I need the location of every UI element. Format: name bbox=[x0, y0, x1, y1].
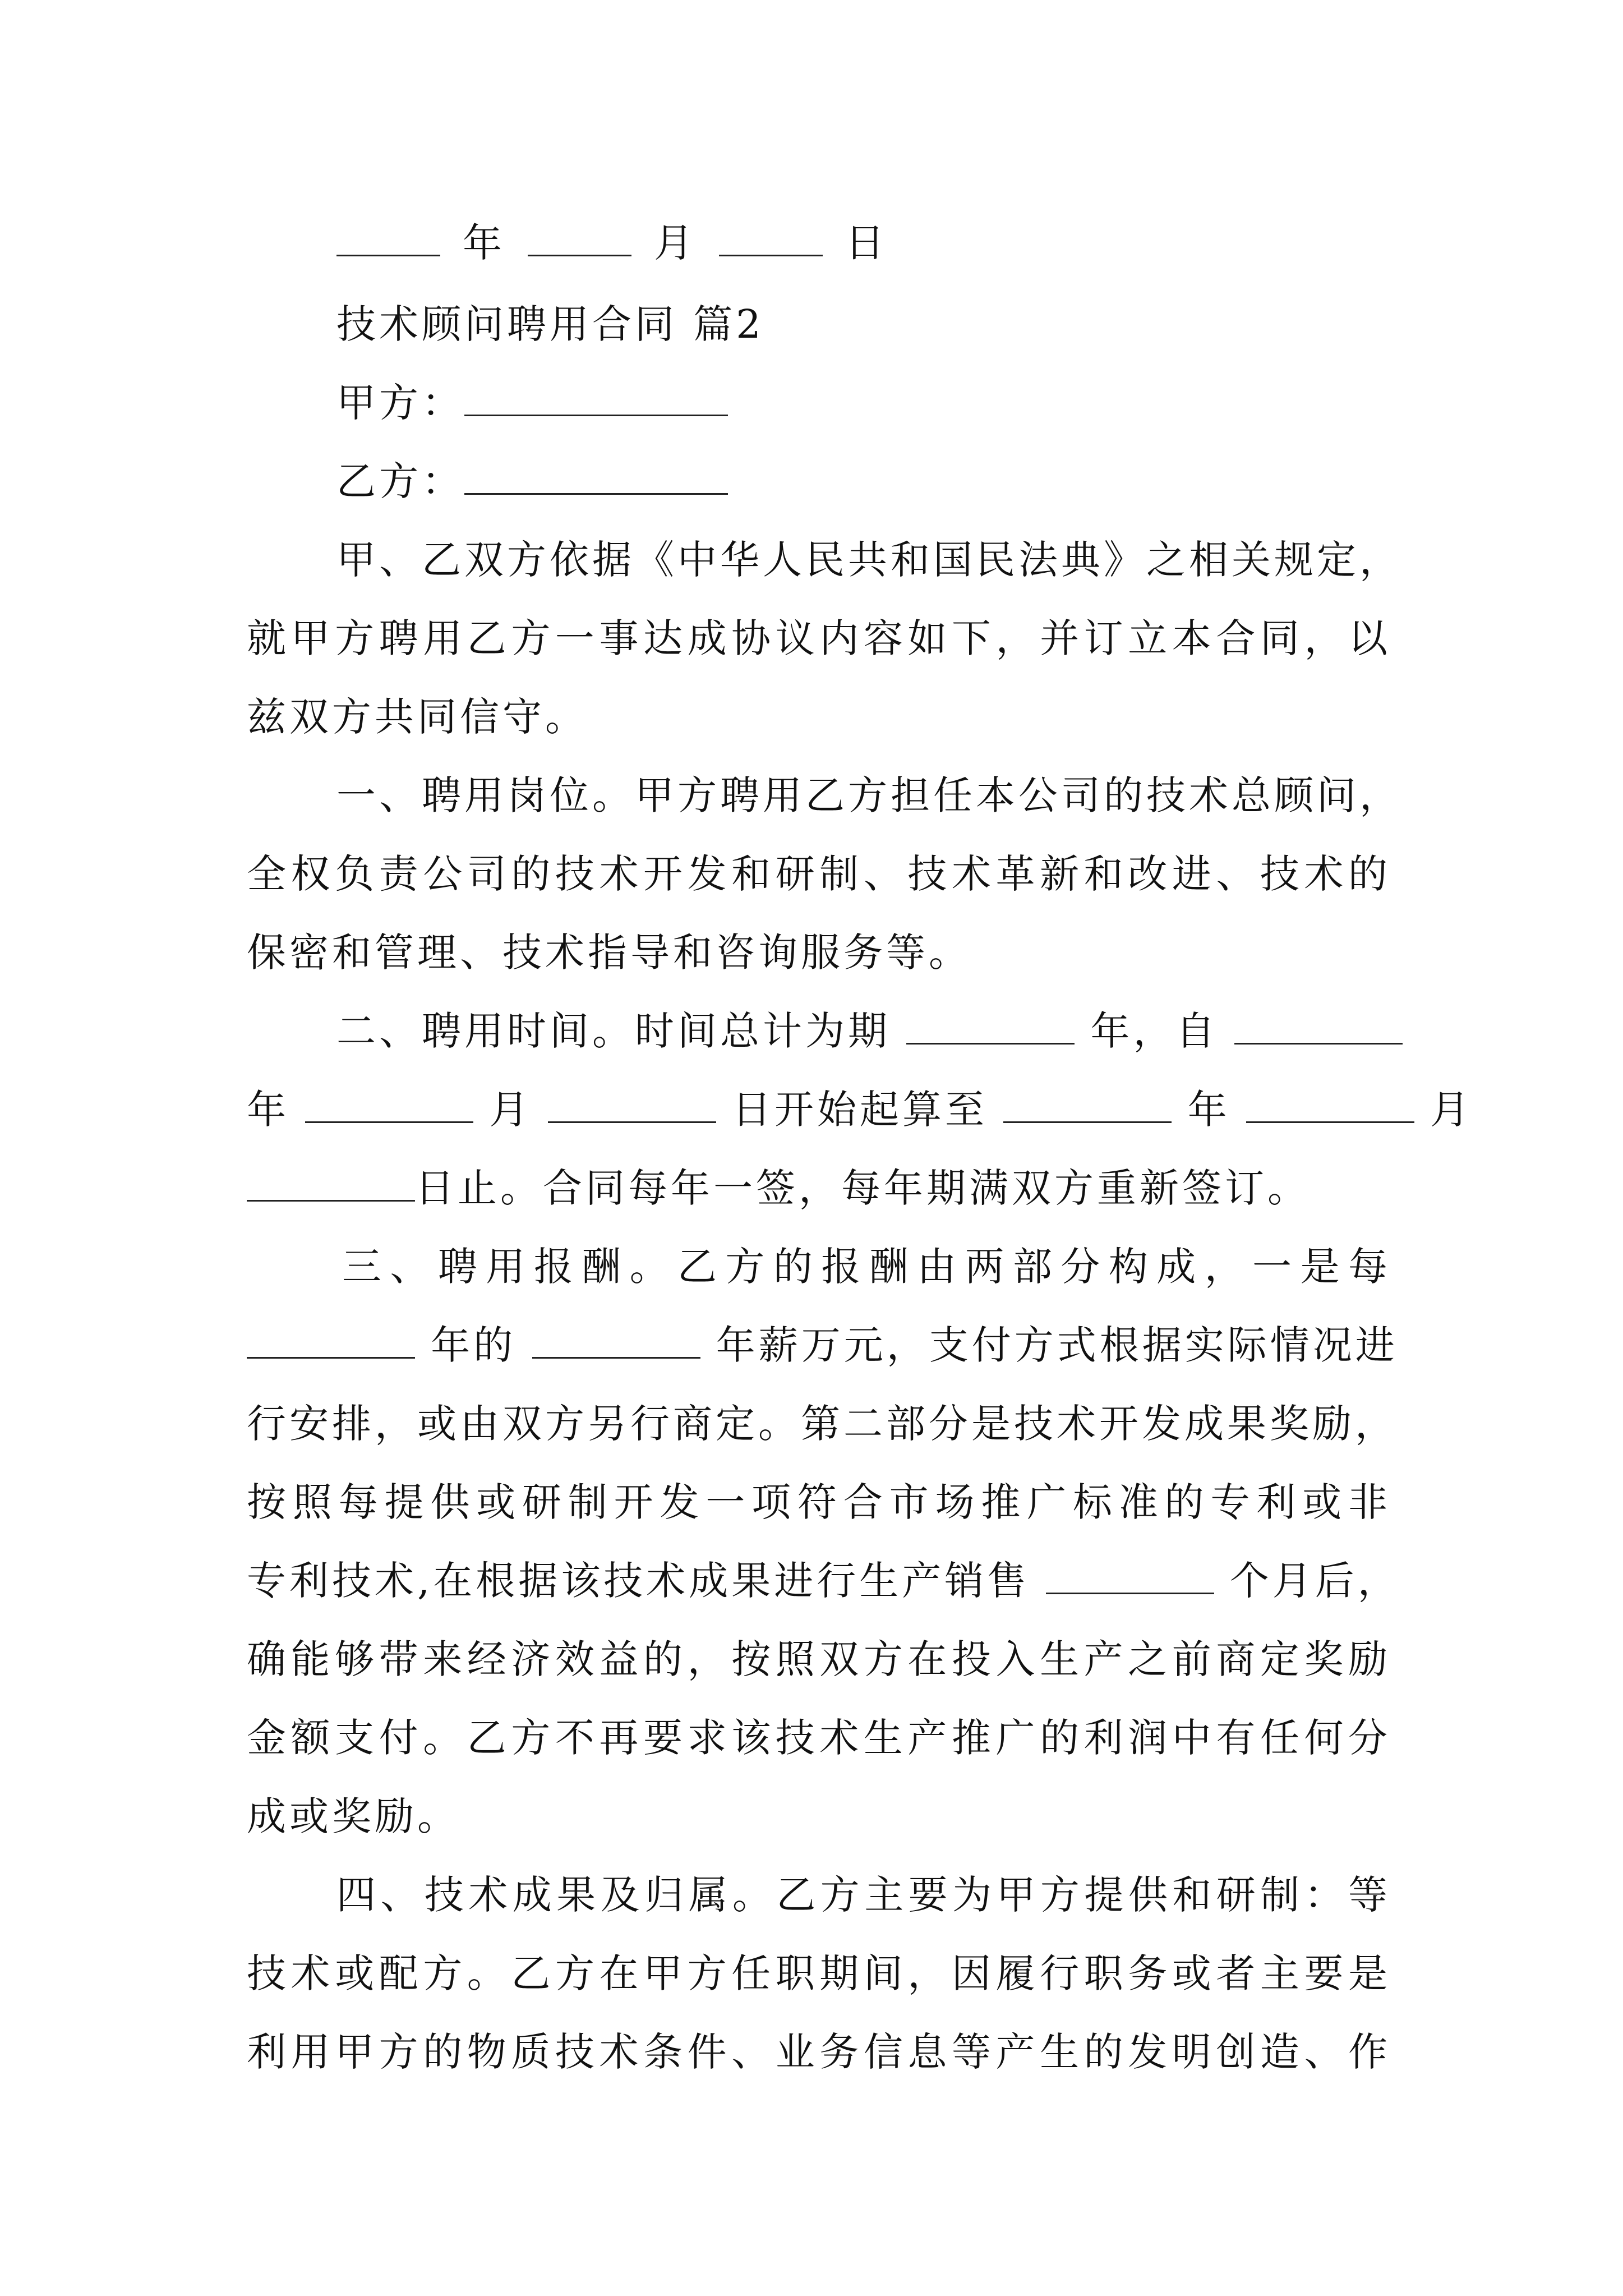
sec3-line-4: 按照每提供或研制开发一项符合市场推广标准的专利或非 bbox=[247, 1479, 1391, 1525]
party-b-line bbox=[336, 454, 1481, 508]
party-a-line bbox=[336, 376, 1481, 430]
sec4-line-1: 四、技术成果及归属。乙方主要为甲方提供和研制：等 bbox=[336, 1872, 1391, 1918]
sec3-line-1: 三、聘用报酬。乙方的报酬由两部分构成，一是每 bbox=[342, 1244, 1391, 1290]
sec3-line-6: 确能够带来经济效益的，按照双方在投入生产之前商定奖励 bbox=[247, 1636, 1391, 1682]
end-month-blank bbox=[1246, 1089, 1414, 1123]
sec3-text-c: 专利技术,在根据该技术成果进行生产销售 bbox=[247, 1558, 1030, 1604]
sec1-line-1: 一、聘用岗位。甲方聘用乙方担任本公司的技术总顾问， bbox=[336, 772, 1402, 818]
year-label: 年 bbox=[463, 220, 505, 266]
sales-months-blank bbox=[1046, 1560, 1214, 1594]
sec2-year-label: 年 bbox=[247, 1087, 289, 1133]
preamble-line-2: 就甲方聘用乙方一事达成协议内容如下，并订立本合同，以 bbox=[247, 615, 1391, 661]
contract-title: 技术顾问聘用合同 篇2 bbox=[336, 301, 764, 347]
party-a-blank bbox=[464, 382, 728, 416]
party-b-label: 乙方： bbox=[336, 458, 464, 504]
sec3-line-7: 金额支付。乙方不再要求该技术生产推广的利润中有任何分 bbox=[247, 1715, 1391, 1761]
sec3-line-8: 成或奖励。 bbox=[247, 1793, 460, 1839]
pay-years-blank bbox=[247, 1324, 415, 1359]
month-blank bbox=[528, 222, 631, 256]
sec3-text-b: 年薪万元，支付方式根据实际情况进 bbox=[716, 1322, 1398, 1368]
sec2-end-year-label: 年 bbox=[1187, 1087, 1230, 1133]
sec1-line-3: 保密和管理、技术指导和咨询服务等。 bbox=[247, 930, 971, 976]
start-day-blank bbox=[548, 1089, 716, 1123]
date-line bbox=[336, 216, 1481, 270]
end-year-blank bbox=[1003, 1089, 1172, 1123]
day-label: 日 bbox=[845, 220, 888, 266]
sec3-text-d: 个月后， bbox=[1229, 1558, 1400, 1604]
sec3-line-3: 行安排，或由双方另行商定。第二部分是技术开发成果奖励， bbox=[247, 1401, 1398, 1447]
sec4-line-3: 利用甲方的物质技术条件、业务信息等产生的发明创造、作 bbox=[247, 2029, 1391, 2075]
day-blank bbox=[719, 222, 823, 256]
sec2-line-1 bbox=[336, 1004, 1391, 1058]
preamble-line-3: 兹双方共同信守。 bbox=[247, 694, 588, 740]
party-a-label: 甲方： bbox=[336, 380, 464, 426]
sec2-text-a: 二、聘用时间。时间总计为期 bbox=[336, 1008, 891, 1054]
sec4-line-2: 技术或配方。乙方在甲方任职期间，因履行职务或者主要是 bbox=[247, 1950, 1391, 1996]
start-month-blank bbox=[305, 1089, 473, 1123]
sec3-line-2 bbox=[247, 1318, 1398, 1372]
sec2-start-text: 日开始起算至 bbox=[732, 1087, 988, 1133]
sec3-line-5 bbox=[247, 1554, 1400, 1608]
sec3-text-a: 年的 bbox=[431, 1322, 517, 1368]
party-b-blank bbox=[464, 461, 728, 495]
start-year-blank bbox=[1234, 1010, 1403, 1045]
sec2-end-text: 日止。合同每年一签，每年期满双方重新签订。 bbox=[415, 1165, 1310, 1211]
preamble-line-1: 甲、乙双方依据《中华人民共和国民法典》之相关规定， bbox=[336, 537, 1402, 583]
salary-blank bbox=[532, 1324, 700, 1359]
sec1-line-2: 全权负责公司的技术开发和研制、技术革新和改进、技术的 bbox=[247, 851, 1391, 897]
sec2-line-3 bbox=[247, 1161, 1391, 1215]
sec2-line-2 bbox=[247, 1083, 1473, 1137]
sec2-end-month-label: 月 bbox=[1430, 1087, 1473, 1133]
term-years-blank bbox=[906, 1010, 1075, 1045]
year-blank bbox=[336, 222, 440, 256]
end-day-blank bbox=[247, 1167, 415, 1202]
month-label: 月 bbox=[654, 220, 697, 266]
sec2-text-b: 年，自 bbox=[1090, 1008, 1219, 1054]
sec2-month-label: 月 bbox=[489, 1087, 532, 1133]
